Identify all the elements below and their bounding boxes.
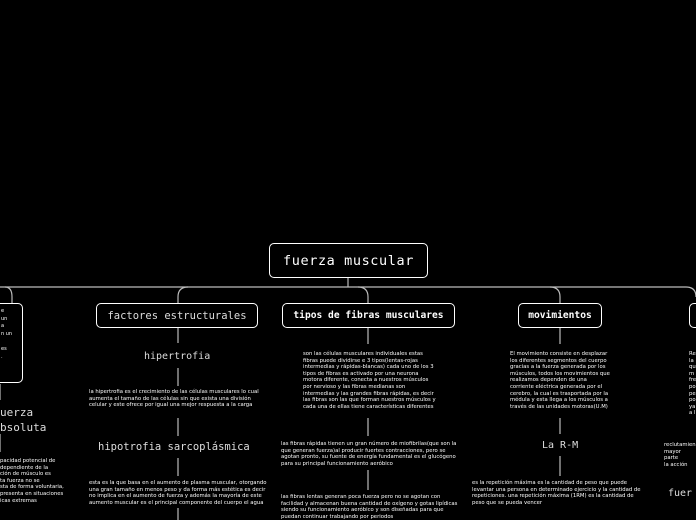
fibras-description-general: son las células musculares individuales estas fibras puede dividirse e 3 tipos(lentas-rojas intermedias y rápidas-blancas) cada uno de los 3 tipos de fibras es activado por una neurona motora diferente, conecta a nuestros músculos por nervioso y las fibras medianas son intermedias y las grandes fibras rápidas, es decir las fibras son las que forman nuestros músculos y cada una de ellas tiene características diferentes <box>303 351 436 410</box>
fibras-rapidas-description: las fibras rápidas tienen un gran número de miofibrilas(que son la que generan fuerza)al producir fuertes contracciones, pero se agotan pronto, su fuente de energía fundamental es el glucógeno para su principal funcionamiento aeróbico <box>281 441 457 467</box>
left-subtopic-title[interactable]: uerza bsoluta <box>0 406 47 434</box>
right-partial-description: Re la qu m fre po pe po ya a l <box>689 351 696 417</box>
right-partial-subtopic-title[interactable]: fuer <box>668 488 693 499</box>
hipertrofia-description: la hipertrofia es el crecimiento de las células musculares lo cual aumenta el tamaño de las células sin que exista una división celular y este ofrece por igual una mejor respuesta a la carga <box>89 389 259 409</box>
root-title: fuerza muscular <box>283 252 414 269</box>
hipotrofia-sarcoplasmica-description: esta es la que basa en el aumento de plasma muscular, otorgando una gran tamaño en menos peso y da forma más estética es decir no implica en el aumento de fuerza y además la mayoría de este aumento muscular es el principal componente del cuerpo el agua <box>89 480 267 506</box>
right-partial-description-2: reclutamien mayor parte la acción <box>664 442 696 468</box>
fibras-lentas-description: las fibras lentas generan poca fuerza pero no se agotan con facilidad y almacenan buena cantidad de oxígeno y gotas lipídicas siendo su funcionamiento aeróbico y son diseñadas para que puedan continuar trabajando por periodos <box>281 494 458 520</box>
node-factores-estructurales[interactable] <box>96 303 258 328</box>
hipotrofia-sarcoplasmica-title[interactable]: hipotrofia sarcoplásmica <box>98 441 250 453</box>
right-topic-box-partial[interactable] <box>689 303 696 328</box>
movimientos-description: El movimiento consiste en desplazar los diferentes segmentos del cuerpo gracias a la fuerza generada por los músculos, todos los movimientos que realizamos dependen de una corriente eléctrica generada por el cerebro, la cual es trasportada por la médula y esta llega a los músculos a través de las unidades motoras(U.M) <box>510 351 610 410</box>
node-movimientos[interactable] <box>518 303 602 328</box>
root-node-fuerza-muscular[interactable] <box>269 243 428 278</box>
left-topic-box[interactable] <box>0 303 23 383</box>
left-topic-box-text: e un a n un es . <box>1 308 13 360</box>
hipertrofia-title[interactable]: hipertrofia <box>144 351 211 362</box>
left-subtopic-description: pacidad potencial de dependiente de la ción de músculo es ta fuerza no se sta de forma voluntaria, presenta en situaciones icas extremas <box>0 458 64 504</box>
fibras-title: tipos de fibras musculares <box>293 310 444 321</box>
rm-title[interactable]: La R-M <box>542 440 579 451</box>
movimientos-title: movimientos <box>528 310 592 321</box>
factores-title: factores estructurales <box>107 309 247 322</box>
rm-description: es la repetición máxima es la cantidad de peso que puede levantar una persona en determinado ejercicio y la cantidad de repeticiones. una repetición máxima (1RM) es la cantidad de peso que se pueda vencer <box>472 480 641 506</box>
node-tipos-de-fibras-musculares[interactable] <box>282 303 455 328</box>
